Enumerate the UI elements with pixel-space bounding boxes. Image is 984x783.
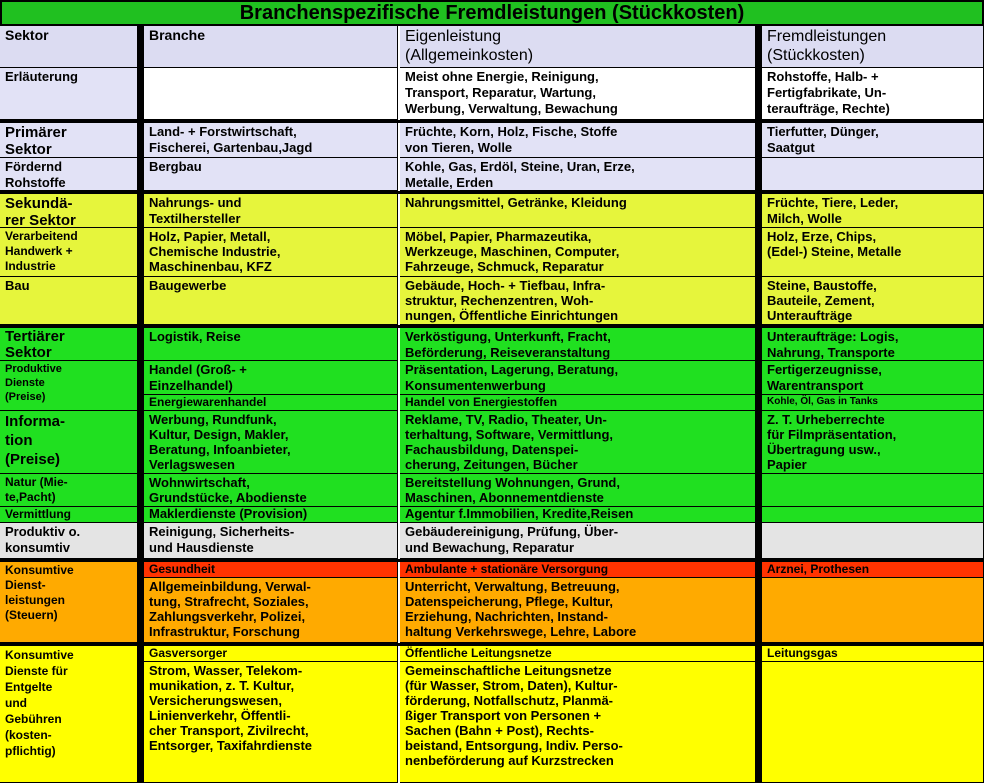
row-produktiv-konsumtiv-fremdleistung xyxy=(762,523,984,559)
row-gasversorger-sektor: Konsumtive Dienste für Entgelte und Gebühren (kosten- pflichtig) xyxy=(0,646,138,783)
row-sekundaer-eigenleistung: Nahrungsmittel, Getränke, Kleidung xyxy=(400,194,756,228)
column-divider xyxy=(756,26,762,783)
row-allgemeinbildung-eigenleistung: Unterricht, Verwaltung, Betreuung, Datenspeicherung, Pflege, Kultur, Erziehung, Nachrichten, Instand- haltung Verkehrswege, Lehre, Labore xyxy=(400,578,756,643)
row-tertiaer-eigenleistung: Verköstigung, Unterkunft, Fracht, Beförderung, Reiseveranstaltung xyxy=(400,328,756,361)
row-foerdernd-eigenleistung: Kohle, Gas, Erdöl, Steine, Uran, Erze, Metalle, Erden xyxy=(400,158,756,191)
row-produktiv-konsumtiv-eigenleistung: Gebäudereinigung, Prüfung, Über- und Bewachung, Reparatur xyxy=(400,523,756,559)
row-gasversorger-fremdleistung: Leitungsgas xyxy=(762,646,984,662)
row-gesundheit-fremdleistung: Arznei, Prothesen xyxy=(762,562,984,578)
row-natur-branche: Wohnwirtschaft, Grundstücke, Abodienste xyxy=(144,474,398,507)
row-vermittlung-branche: Maklerdienste (Provision) xyxy=(144,507,398,523)
row-information-fremdleistung: Z. T. Urheberrechte für Filmpräsentation, Übertragung usw., Papier xyxy=(762,411,984,474)
row-tertiaer-branche: Logistik, Reise xyxy=(144,328,398,361)
row-verarbeitend-branche: Holz, Papier, Metall, Chemische Industrie, Maschinenbau, KFZ xyxy=(144,228,398,277)
row-foerdernd-fremdleistung xyxy=(762,158,984,191)
section-divider xyxy=(0,120,984,123)
row-foerdernd-sektor: Fördernd Rohstoffe xyxy=(0,158,138,191)
row-erlaeuterung-fremdleistung: Rohstoffe, Halb- + Fertigfabrikate, Un- teraufträge, Rechte) xyxy=(762,68,984,120)
row-verarbeitend-fremdleistung: Holz, Erze, Chips, (Edel-) Steine, Metalle xyxy=(762,228,984,277)
row-natur-eigenleistung: Bereitstellung Wohnungen, Grund, Maschinen, Abonnementdienste xyxy=(400,474,756,507)
row-strom-branche: Strom, Wasser, Telekom- munikation, z. T. Kultur, Versicherungswesen, Linienverkehr, Öffentli- cher Transport, Zivilrecht, Entsorger, Taxifahrdienste xyxy=(144,662,398,783)
row-energie-eigenleistung: Handel von Energiestoffen xyxy=(400,395,756,411)
row-primaer-eigenleistung: Früchte, Korn, Holz, Fische, Stoffe von Tieren, Wolle xyxy=(400,123,756,158)
row-information-eigenleistung: Reklame, TV, Radio, Theater, Un- terhaltung, Software, Vermittlung, Fachausbildung, Datenspei- cherung, Zeitungen, Bücher xyxy=(400,411,756,474)
row-produktive-sektor: Produktive Dienste (Preise) xyxy=(0,361,138,411)
row-vermittlung-eigenleistung: Agentur f.Immobilien, Kredite,Reisen xyxy=(400,507,756,523)
row-bau-branche: Baugewerbe xyxy=(144,277,398,325)
row-gasversorger-eigenleistung: Öffentliche Leitungsnetze xyxy=(400,646,756,662)
row-energie-fremdleistung: Kohle, Öl, Gas in Tanks xyxy=(762,395,984,411)
section-divider xyxy=(0,559,984,562)
row-sekundaer-sektor: Sekundä- rer Sektor xyxy=(0,194,138,228)
table-title: Branchenspezifische Fremdleistungen (Stückkosten) xyxy=(0,0,984,26)
row-gasversorger-branche: Gasversorger xyxy=(144,646,398,662)
row-produktive-branche: Handel (Groß- + Einzelhandel) xyxy=(144,361,398,395)
row-erlaeuterung-branche xyxy=(144,68,398,120)
row-allgemeinbildung-fremdleistung xyxy=(762,578,984,643)
row-information-branche: Werbung, Rundfunk, Kultur, Design, Makler, Beratung, Infoanbieter, Verlagswesen xyxy=(144,411,398,474)
row-verarbeitend-eigenleistung: Möbel, Papier, Pharmazeutika, Werkzeuge, Maschinen, Computer, Fahrzeuge, Schmuck, Reparatur xyxy=(400,228,756,277)
header-fremdleistungen: Fremdleistungen (Stückkosten) xyxy=(762,26,984,68)
row-gesundheit-branche: Gesundheit xyxy=(144,562,398,578)
row-energie-branche: Energiewarenhandel xyxy=(144,395,398,411)
header-eigenleistung: Eigenleistung (Allgemeinkosten) xyxy=(400,26,756,68)
row-tertiaer-fremdleistung: Unteraufträge: Logis, Nahrung, Transporte xyxy=(762,328,984,361)
row-erlaeuterung-sektor: Erläuterung xyxy=(0,68,138,120)
row-foerdernd-branche: Bergbau xyxy=(144,158,398,191)
row-strom-eigenleistung: Gemeinschaftliche Leitungsnetze (für Wasser, Strom, Daten), Kultur- förderung, Notfallschutz, Planmä- ßiger Transport von Personen + Sachen (Bahn + Post), Rechts- beistand, Entsorgung, Indiv. Perso- nenbeförderung auf Kurzstrecken xyxy=(400,662,756,783)
row-sekundaer-branche: Nahrungs- und Textilhersteller xyxy=(144,194,398,228)
header-branche: Branche xyxy=(144,26,398,68)
row-produktive-fremdleistung: Fertigerzeugnisse, Warentransport xyxy=(762,361,984,395)
row-natur-sektor: Natur (Mie- te,Pacht) xyxy=(0,474,138,507)
row-gesundheit-eigenleistung: Ambulante + stationäre Versorgung xyxy=(400,562,756,578)
row-vermittlung-fremdleistung xyxy=(762,507,984,523)
row-primaer-fremdleistung: Tierfutter, Dünger, Saatgut xyxy=(762,123,984,158)
section-divider xyxy=(0,325,984,328)
row-erlaeuterung-eigenleistung: Meist ohne Energie, Reinigung, Transport, Reparatur, Wartung, Werbung, Verwaltung, Bewachung xyxy=(400,68,756,120)
row-produktiv-konsumtiv-branche: Reinigung, Sicherheits- und Hausdienste xyxy=(144,523,398,559)
row-bau-eigenleistung: Gebäude, Hoch- + Tiefbau, Infra- struktur, Rechenzentren, Woh- nungen, Öffentliche Einrichtungen xyxy=(400,277,756,325)
row-primaer-branche: Land- + Forstwirtschaft, Fischerei, Gartenbau,Jagd xyxy=(144,123,398,158)
row-vermittlung-sektor: Vermittlung xyxy=(0,507,138,523)
row-allgemeinbildung-branche: Allgemeinbildung, Verwal- tung, Strafrecht, Soziales, Zahlungsverkehr, Polizei, Infrastruktur, Forschung xyxy=(144,578,398,643)
row-strom-fremdleistung xyxy=(762,662,984,783)
column-divider xyxy=(138,26,144,783)
row-information-sektor: Informa- tion (Preise) xyxy=(0,411,138,474)
row-primaer-sektor: Primärer Sektor xyxy=(0,123,138,158)
row-produktive-eigenleistung: Präsentation, Lagerung, Beratung, Konsumentenwerbung xyxy=(400,361,756,395)
row-bau-sektor: Bau xyxy=(0,277,138,325)
row-natur-fremdleistung xyxy=(762,474,984,507)
row-sekundaer-fremdleistung: Früchte, Tiere, Leder, Milch, Wolle xyxy=(762,194,984,228)
header-sektor: Sektor xyxy=(0,26,138,68)
section-divider xyxy=(0,191,984,194)
row-bau-fremdleistung: Steine, Baustoffe, Bauteile, Zement, Unteraufträge xyxy=(762,277,984,325)
row-produktiv-konsumtiv-sektor: Produktiv o. konsumtiv xyxy=(0,523,138,559)
row-tertiaer-sektor: Tertiärer Sektor xyxy=(0,328,138,361)
section-divider xyxy=(0,643,984,646)
row-verarbeitend-sektor: Verarbeitend Handwerk + Industrie xyxy=(0,228,138,277)
row-gesundheit-sektor: Konsumtive Dienst- leistungen (Steuern) xyxy=(0,562,138,643)
